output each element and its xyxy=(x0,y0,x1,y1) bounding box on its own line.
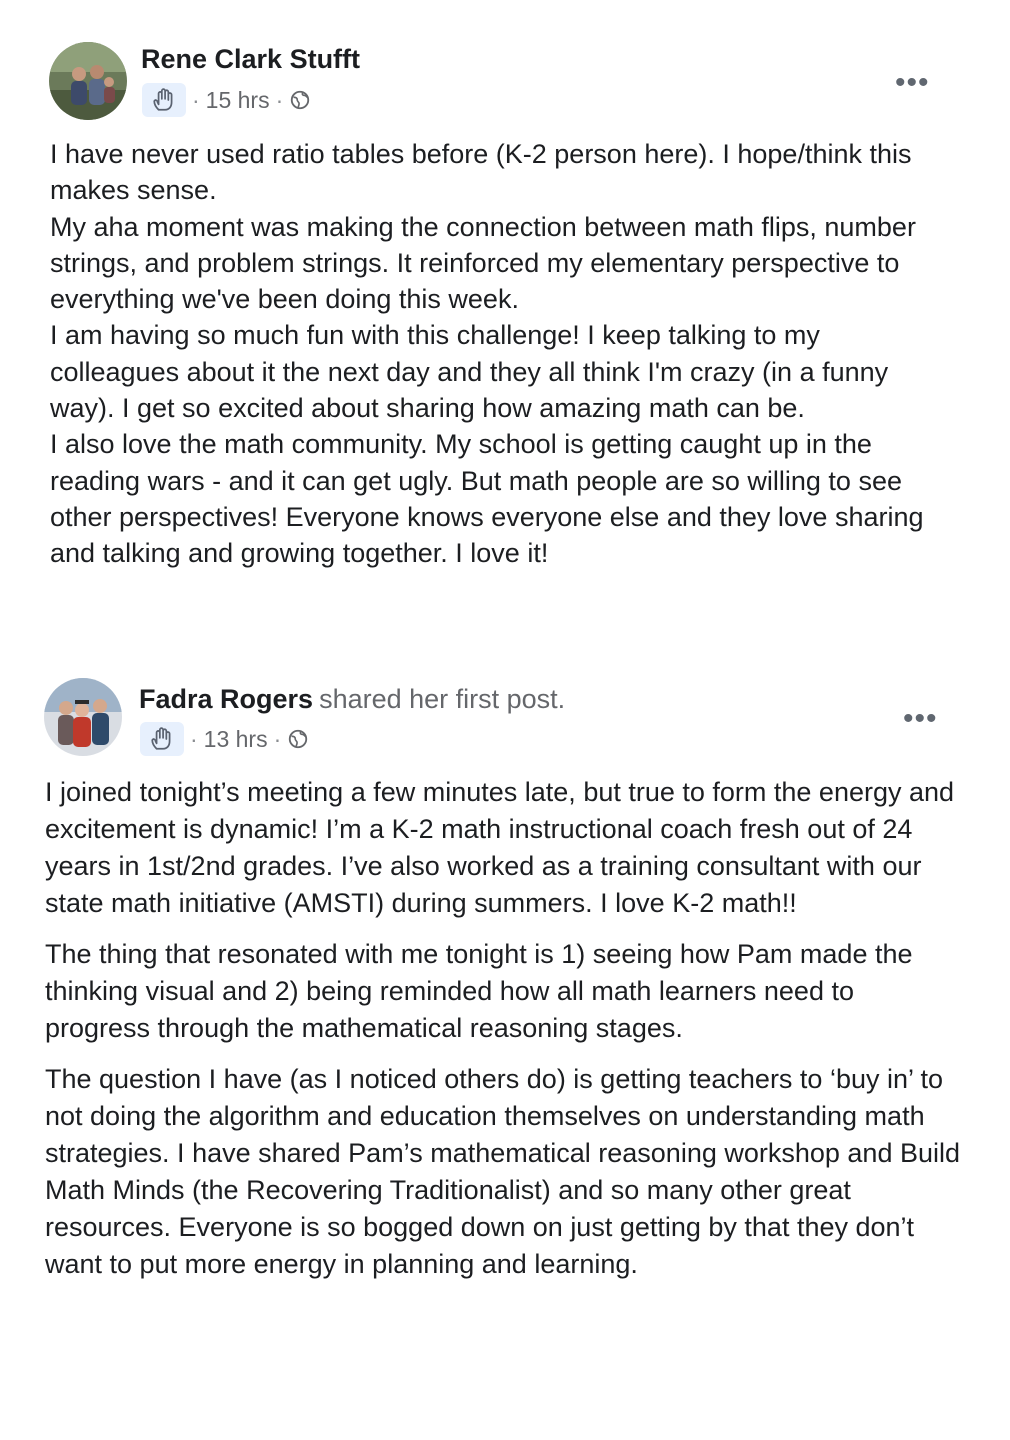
separator-dot: · xyxy=(275,86,284,113)
avatar[interactable] xyxy=(49,42,127,120)
separator-dot: · xyxy=(273,725,282,752)
globe-icon xyxy=(287,728,309,750)
profile-photo xyxy=(49,42,127,120)
post-action-text: shared her first post. xyxy=(319,684,566,714)
globe-icon xyxy=(289,89,311,111)
post-paragraph: I also love the math community. My school is getting caught up in the reading wars - and it can get ugly. But math people are so willing to see other perspectives! Everyone knows everyone else and they love sharing and talking and growing together. I love it! xyxy=(50,429,924,569)
post-paragraph: The thing that resonated with me tonight is 1) seeing how Pam made the thinking visual and 2) being reminded how all math learners need to progress through the mathematical reasoning stages. xyxy=(45,939,913,1043)
wave-hand-icon[interactable] xyxy=(142,83,186,117)
wave-hand-icon[interactable] xyxy=(140,722,184,756)
post-paragraph: My aha moment was making the connection between math flips, number strings, and problem strings. It reinforced my elementary perspective to everything we've been doing this week. xyxy=(50,211,916,315)
separator-dot: · xyxy=(192,86,200,113)
author-name[interactable] xyxy=(139,684,565,715)
separator-dot: · xyxy=(190,725,198,752)
author-name-text[interactable]: Rene Clark Stufft xyxy=(141,44,361,74)
more-options-button[interactable]: ••• xyxy=(895,66,930,99)
more-options-button[interactable]: ••• xyxy=(903,702,938,735)
profile-photo xyxy=(44,678,122,756)
avatar[interactable] xyxy=(44,678,122,756)
post-meta xyxy=(140,722,309,756)
post-paragraph: The question I have (as I noticed others do) is getting teachers to ‘buy in’ to not doing the algorithm and education themselves on understanding math strategies. I have shared Pam’s mathematical reasoning workshop and Build Math Minds (the Recovering Traditionalist) and so many other great resources. Everyone is so bogged down on just getting by that they don’t want to put more energy in planning and learning. xyxy=(45,1064,960,1279)
post-meta xyxy=(142,83,311,117)
author-name-text[interactable]: Fadra Rogers xyxy=(139,684,314,714)
post-body xyxy=(45,774,965,1297)
post-time[interactable]: 15 hrs xyxy=(205,86,270,113)
post-paragraph: I am having so much fun with this challenge! I keep talking to my colleagues about it the next day and they all think I'm crazy (in a funny way). I get so excited about sharing how amazing math can be. xyxy=(50,320,889,424)
post-time[interactable]: 13 hrs xyxy=(203,725,268,752)
post-paragraph: I joined tonight’s meeting a few minutes late, but true to form the energy and excitement is dynamic! I’m a K-2 math instructional coach fresh out of 24 years in 1st/2nd grades. I’ve also worked as a training consultant with our state math initiative (AMSTI) during summers. I love K-2 math!! xyxy=(45,777,955,918)
post-body xyxy=(50,136,950,572)
post-paragraph: I have never used ratio tables before (K-2 person here). I hope/think this makes sense. xyxy=(50,139,912,206)
author-name[interactable] xyxy=(141,44,360,75)
